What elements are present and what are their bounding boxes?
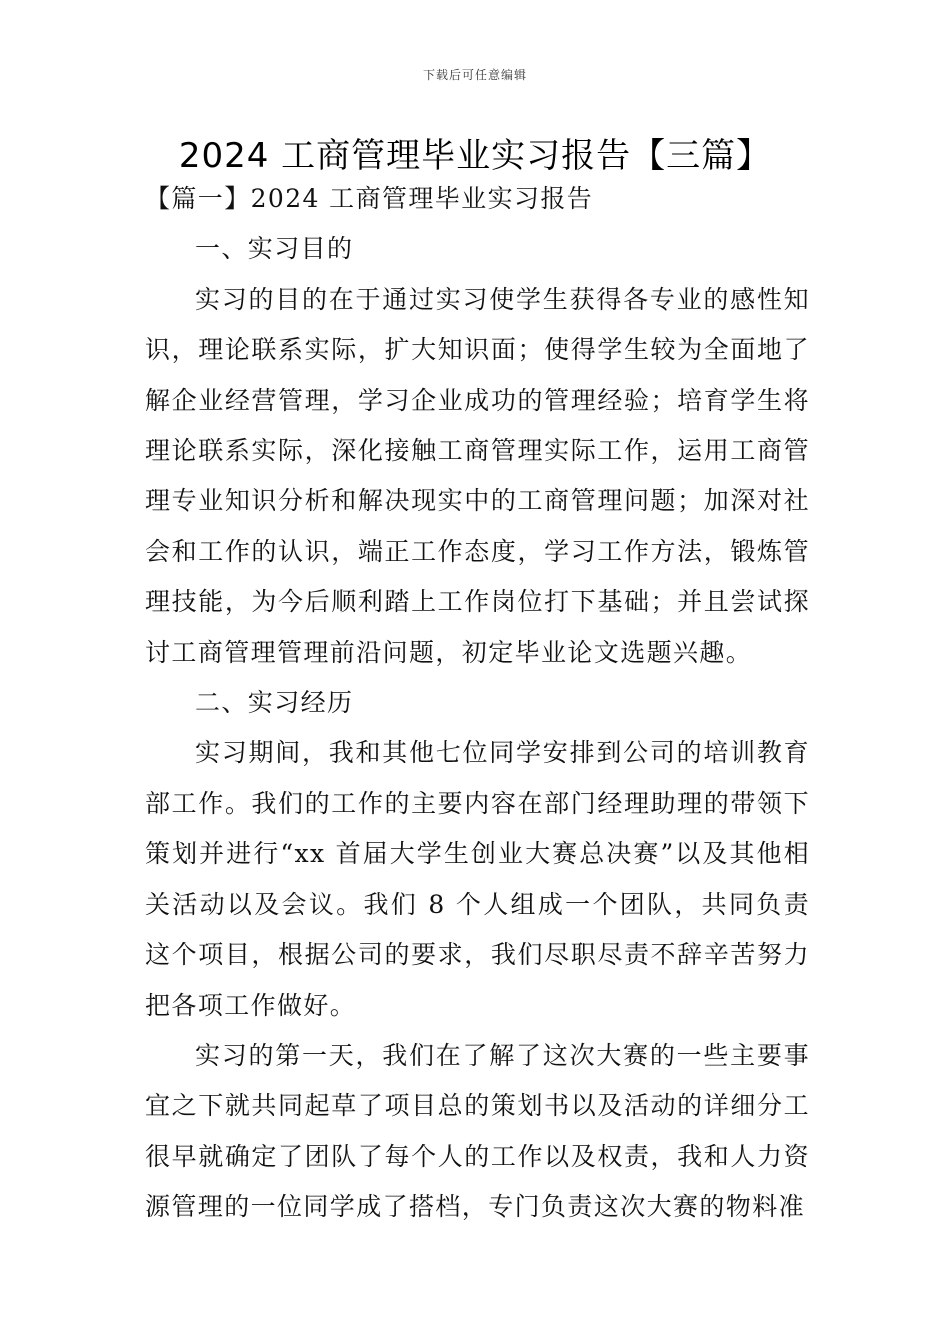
paragraph-experience-1: 实习期间，我和其他七位同学安排到公司的培训教育部工作。我们的工作的主要内容在部门经理助理的带领下策划并进行“xx 首届大学生创业大赛总决赛”以及其他相关活动以及会议。我们 8 个人组成一个团队，共同负责这个项目，根据公司的要求，我们尽职尽责不辞辛苦努力把各项工作做好。 bbox=[145, 738, 810, 1020]
paragraph-purpose: 实习的目的在于通过实习使学生获得各专业的感性知识，理论联系实际，扩大知识面；使得学生较为全面地了解企业经营管理，学习企业成功的管理经验；培育学生将理论联系实际，深化接触工商管理实际工作，运用工商管理专业知识分析和解决现实中的工商管理问题；加深对社会和工作的认识，端正工作态度，学习工作方法，锻炼管理技能，为今后顺利踏上工作岗位打下基础；并且尝试探讨工商管理管理前沿问题，初定毕业论文选题兴趣。 bbox=[145, 284, 810, 667]
document-title: 2024 工商管理毕业实习报告【三篇】 bbox=[178, 136, 772, 176]
document-body bbox=[145, 174, 810, 1233]
header-note: 下载后可任意编辑 bbox=[422, 68, 527, 82]
section-heading-experience: 二、实习经历 bbox=[195, 688, 354, 718]
document-subtitle: 【篇一】2024 工商管理毕业实习报告 bbox=[145, 184, 594, 213]
paragraph-experience-2: 实习的第一天，我们在了解了这次大赛的一些主要事宜之下就共同起草了项目总的策划书以及活动的详细分工很早就确定了团队了每个人的工作以及权责，我和人力资源管理的一位同学成了搭档，专门负责这次大赛的物料准 bbox=[145, 1040, 810, 1222]
section-heading-purpose: 一、实习目的 bbox=[195, 234, 354, 264]
